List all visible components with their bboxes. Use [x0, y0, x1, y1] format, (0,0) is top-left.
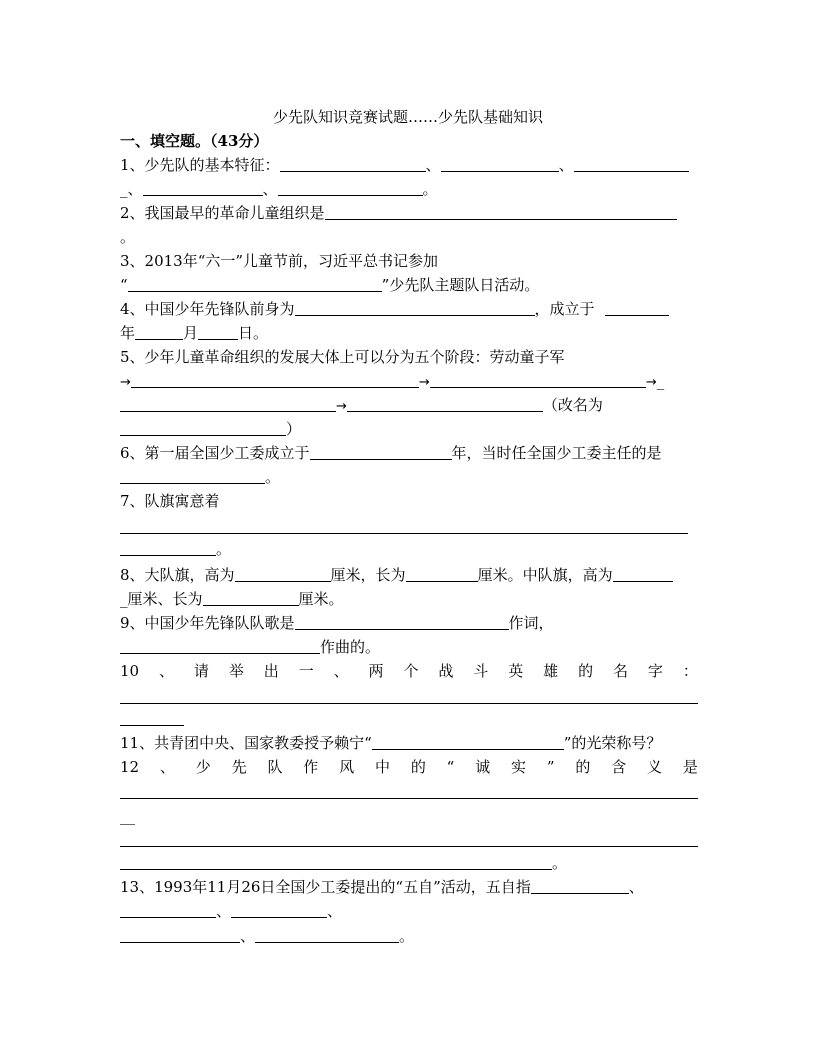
q2-end: 。 [120, 228, 136, 246]
question-5-cont-2 [120, 395, 698, 417]
q10-char: 、 [159, 662, 175, 680]
q8-cm1: 厘米，长为 [330, 566, 406, 584]
q12-char: 实 [511, 758, 527, 776]
question-8 [120, 565, 698, 585]
q1-blank-1[interactable] [280, 156, 426, 172]
question-5-cont-1 [120, 371, 698, 393]
q1-end: 。 [422, 180, 438, 198]
question-3-text: 3、2013年“六一”儿童节前，习近平总书记参加 [120, 252, 439, 270]
q10-char: 出 [263, 662, 279, 680]
question-3-cont [120, 275, 698, 295]
q10-blank-line-1[interactable] [120, 703, 698, 704]
q13-sep: 、 [240, 927, 256, 945]
q12-blank-line-1[interactable] [120, 798, 698, 799]
question-5 [120, 347, 698, 367]
q1-sep: 、 [425, 156, 441, 174]
q12-char: 义 [647, 758, 663, 776]
section-heading: 一、填空题。（43分） [120, 132, 269, 150]
q4-year-label: 年 [120, 324, 136, 342]
question-6-text: 6、第一届全国少工委成立于 [120, 444, 310, 462]
q11-blank[interactable] [372, 734, 564, 750]
question-7-text: 7、队旗寓意着 [120, 492, 220, 510]
q8-cm2: 厘米。中队旗，高为 [477, 566, 613, 584]
q10-char: 的 [578, 662, 594, 680]
q10-char: 一 [298, 662, 314, 680]
question-9-cont [120, 637, 698, 657]
q5-rename-label: （改名为 [542, 396, 603, 414]
q9-end: 作曲的。 [320, 638, 381, 656]
q5-blank-1[interactable] [131, 372, 419, 388]
q7-blank-line-2[interactable] [120, 540, 216, 556]
q10-blank-line-2[interactable] [120, 725, 184, 726]
q12-char: 、 [159, 758, 175, 776]
q8-lead: _厘米、长为 [120, 590, 203, 608]
q10-char: 字 [647, 662, 663, 680]
q1-sep: 、 [127, 180, 143, 198]
q4-mid: ，成立于 [534, 300, 595, 318]
q8-cm3: 厘米。 [298, 590, 344, 608]
q6-blank-year[interactable] [310, 444, 452, 460]
arrow-icon: → [645, 375, 657, 390]
q6-end: 。 [265, 468, 281, 486]
q4-day-label: 日。 [238, 324, 269, 342]
q13-sep: 、 [216, 902, 232, 920]
question-13 [120, 877, 698, 897]
q12-char: 含 [611, 758, 627, 776]
question-1-cont [120, 179, 698, 199]
q4-blank-day[interactable] [198, 324, 238, 340]
q10-char: 战 [438, 662, 454, 680]
question-2-text: 2、我国最早的革命儿童组织是 [120, 204, 325, 222]
q8-blank-1[interactable] [235, 566, 331, 582]
q3-close-text: ”少先队主题队日活动。 [381, 276, 540, 294]
question-7-cont [120, 539, 698, 559]
q8-blank-3[interactable] [613, 566, 673, 582]
q5-blank-2[interactable] [430, 372, 646, 388]
q12-char: 先 [231, 758, 247, 776]
q4-blank-name[interactable] [295, 300, 535, 316]
q10-char: 举 [228, 662, 244, 680]
arrow-icon: → [336, 399, 347, 414]
q1-sep: 、 [558, 156, 574, 174]
question-10 [120, 661, 698, 681]
q1-blank-5[interactable] [278, 180, 423, 196]
question-12-cont-2 [120, 853, 698, 873]
q12-blank-line-3[interactable] [120, 854, 552, 870]
q12-char: 少 [195, 758, 211, 776]
q4-blank-month[interactable] [135, 324, 183, 340]
q12-char: 队 [267, 758, 283, 776]
question-13-cont-2 [120, 926, 698, 946]
question-5-cont-3 [120, 419, 698, 439]
question-5-text: 5、少年儿童革命组织的发展大体上可以分为五个阶段：劳动童子军 [120, 348, 565, 366]
q13-blank-1[interactable] [531, 878, 629, 894]
q1-sep: 、 [262, 180, 278, 198]
q12-char: 风 [339, 758, 355, 776]
q2-blank[interactable] [325, 204, 677, 220]
q12-char: 中 [374, 758, 390, 776]
question-1-text: 1、少先队的基本特征： [120, 156, 280, 174]
question-2-cont [120, 227, 698, 247]
question-6-cont [120, 467, 698, 487]
q10-char: 英 [508, 662, 524, 680]
q9-blank-music[interactable] [120, 638, 320, 654]
q10-char: 两 [368, 662, 384, 680]
q5-blank-3[interactable] [120, 396, 336, 412]
page-title: 少先队知识竞赛试题……少先队基础知识 [272, 108, 543, 126]
q12-dash: __ [120, 807, 135, 825]
question-11-text: 11、共青团中央、国家教委授予赖宁“ [120, 734, 372, 752]
question-12-cont [120, 806, 698, 826]
question-2 [120, 203, 698, 223]
q10-char: 名 [612, 662, 628, 680]
q10-char: ： [682, 662, 698, 680]
question-8-cont [120, 589, 698, 609]
q8-blank-2[interactable] [406, 566, 478, 582]
question-13-cont-1 [120, 901, 698, 921]
q7-end: 。 [216, 540, 232, 558]
q3-blank[interactable] [128, 276, 382, 292]
q10-char: 10 [120, 662, 140, 680]
q10-char: 个 [403, 662, 419, 680]
question-13-text: 13、1993年11月26日全国少工委提出的“五自”活动，五自指 [120, 878, 531, 896]
q12-char: 是 [682, 758, 698, 776]
q6-blank-name[interactable] [120, 468, 265, 484]
q13-blank-4[interactable] [120, 927, 240, 943]
arrow-icon: → [418, 375, 430, 390]
q6-mid: 年，当时任全国少工委主任的是 [451, 444, 662, 462]
q10-char: 请 [193, 662, 209, 680]
q13-sep: 、 [327, 902, 343, 920]
q12-blank-line-2[interactable] [120, 846, 698, 847]
q13-end: 。 [399, 927, 415, 945]
q12-char: ” [546, 758, 555, 776]
q5-blank-4[interactable] [347, 396, 543, 412]
q1-blank-3[interactable] [574, 156, 689, 172]
question-6 [120, 443, 698, 463]
q12-char: 的 [410, 758, 426, 776]
question-4-cont [120, 323, 698, 343]
q4-month-label: 月 [183, 324, 199, 342]
q12-end: 。 [552, 854, 568, 872]
question-7 [120, 491, 698, 511]
question-12 [120, 757, 698, 777]
q10-char: 斗 [473, 662, 489, 680]
question-9 [120, 613, 698, 633]
q7-blank-line-1[interactable] [120, 533, 688, 534]
q12-char: 作 [303, 758, 319, 776]
q5-close-paren: ） [286, 420, 302, 438]
question-1 [120, 155, 698, 175]
q13-sep: 、 [628, 878, 644, 896]
q11-end: ”的光荣称号？ [563, 734, 662, 752]
q13-blank-5[interactable] [255, 927, 399, 943]
question-3 [120, 251, 698, 271]
question-8-text: 8、大队旗，高为 [120, 566, 235, 584]
q12-char: 的 [575, 758, 591, 776]
q12-char: 诚 [475, 758, 491, 776]
question-9-text: 9、中国少年先锋队队歌是 [120, 614, 295, 632]
q5-blank-5[interactable] [120, 420, 286, 436]
q13-blank-3[interactable] [231, 902, 327, 918]
question-4-text: 4、中国少年先锋队前身为 [120, 300, 295, 318]
q9-blank-lyrics[interactable] [295, 614, 509, 630]
q5-tail: _ [656, 372, 665, 390]
question-4 [120, 299, 698, 319]
q3-open-quote: “ [120, 276, 128, 294]
q9-mid: 作词， [508, 614, 554, 632]
q1-blank-2[interactable] [441, 156, 559, 172]
arrow-icon: → [120, 375, 131, 390]
q8-blank-4[interactable] [203, 590, 299, 606]
q12-char: 12 [120, 758, 140, 776]
q1-lead: _ [120, 180, 128, 198]
question-11 [120, 733, 698, 753]
q1-blank-4[interactable] [143, 180, 263, 196]
q10-char: 、 [333, 662, 349, 680]
q13-blank-2[interactable] [120, 902, 216, 918]
q10-char: 雄 [543, 662, 559, 680]
q4-blank-year[interactable] [605, 300, 669, 316]
q12-char: “ [446, 758, 455, 776]
